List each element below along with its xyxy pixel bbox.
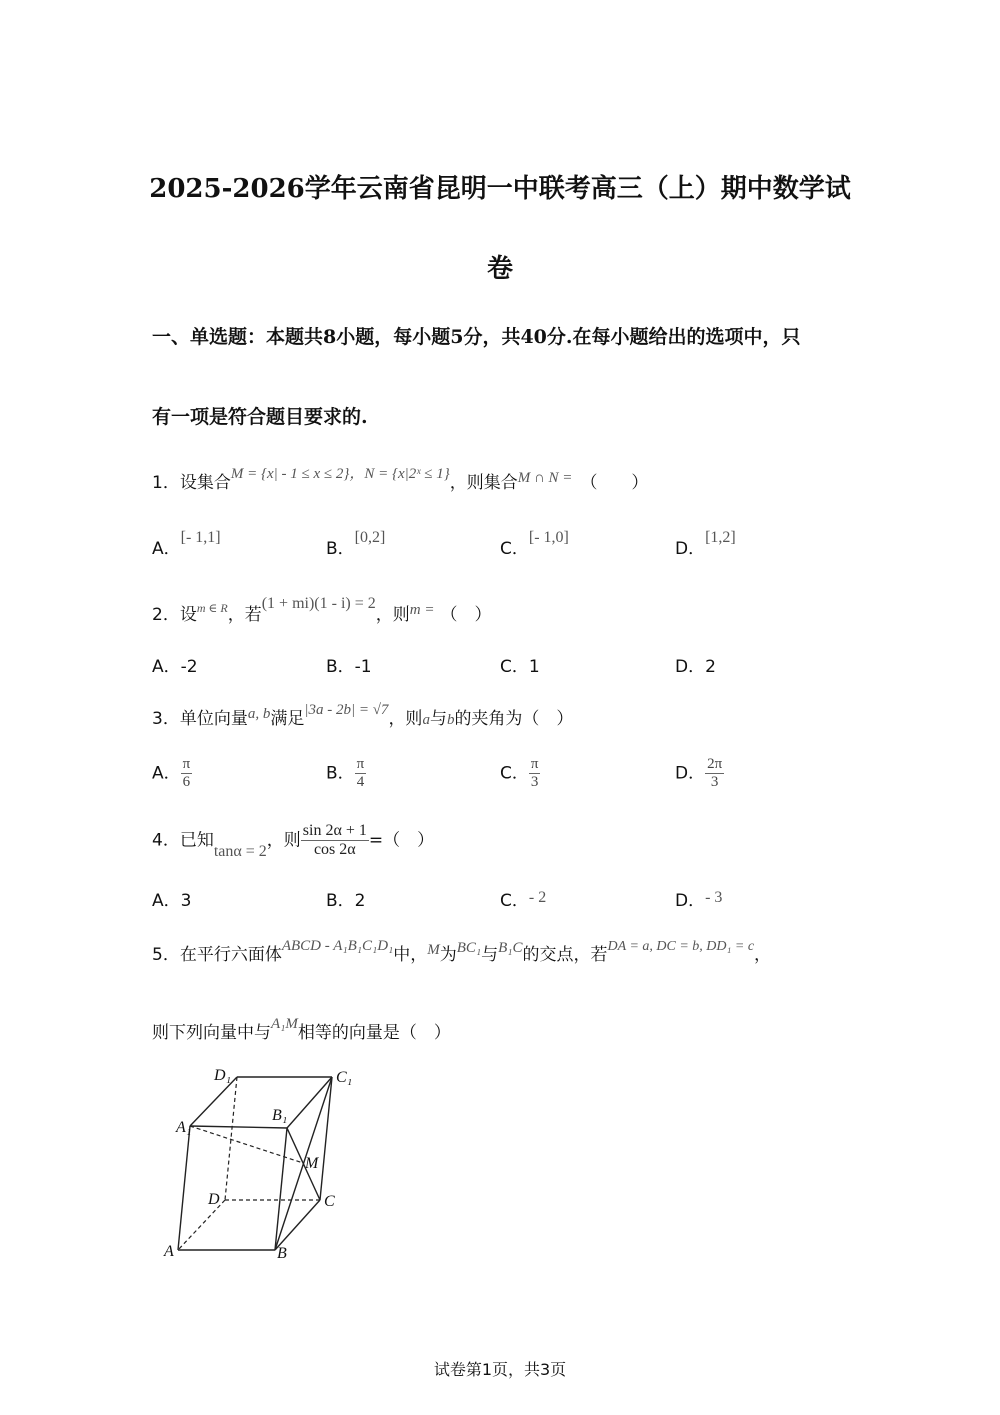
question-number: 5． xyxy=(152,945,180,965)
option-label: A． xyxy=(152,763,181,784)
math-expression: b xyxy=(446,712,455,728)
math-expression: m ∈ R xyxy=(196,601,228,615)
question-number: 2． xyxy=(152,605,180,625)
question-text: ，若 xyxy=(227,605,262,625)
option-value: - 3 xyxy=(705,889,723,906)
math-expression: DA = a, DC = b, DD₁ = c xyxy=(607,939,755,954)
math-expression: tanα = 2 xyxy=(213,842,267,860)
page-footer: 试卷第1页，共3页 xyxy=(433,1360,567,1379)
option-label: B． xyxy=(326,539,355,559)
fraction xyxy=(529,756,541,791)
option-value: 2 xyxy=(354,891,366,911)
option-value: -2 xyxy=(180,657,198,677)
question-text: 与 xyxy=(429,709,447,729)
question-text: ，则 xyxy=(375,605,410,625)
exam-title-line1: 2025-2026学年云南省昆明一中联考高三（上）期中数学试 xyxy=(149,174,851,204)
fraction-numerator: π xyxy=(182,756,191,772)
question-text: 满足 xyxy=(270,709,305,729)
option-2a xyxy=(152,652,198,677)
edge-bc xyxy=(275,1200,320,1250)
option-label: B． xyxy=(326,763,355,784)
option-label: B． xyxy=(326,657,355,677)
math-expression: ABCD - A₁B₁C₁D₁ xyxy=(281,938,394,954)
fraction-denominator: 3 xyxy=(530,774,539,790)
question-text: ，则集合 xyxy=(449,473,518,493)
option-value: [0,2] xyxy=(354,529,386,546)
answer-blank: =（ ） xyxy=(368,830,435,851)
math-expression: |3a - 2b| = √7 xyxy=(304,702,389,718)
option-label: C． xyxy=(500,539,529,559)
edge-c1b1 xyxy=(287,1077,332,1128)
math-expression: a xyxy=(422,712,430,728)
option-1a xyxy=(152,529,221,559)
question-text: 在平行六面体 xyxy=(179,945,282,965)
option-3d xyxy=(675,756,724,791)
option-3c xyxy=(500,756,540,791)
option-label: D． xyxy=(675,539,706,559)
question-5-line2 xyxy=(152,1018,451,1043)
option-3a xyxy=(152,756,192,791)
question-number: 4． xyxy=(152,830,180,851)
question-text: 相等的向量是（ ） xyxy=(297,1023,451,1043)
fraction xyxy=(355,756,367,791)
label-m: M xyxy=(305,1155,319,1172)
exam-title-line2: 卷 xyxy=(486,254,513,284)
edge-a1a xyxy=(178,1126,190,1250)
label-d1: D₁ xyxy=(214,1067,232,1084)
option-label: D． xyxy=(675,657,706,677)
fraction-denominator: 4 xyxy=(356,774,365,790)
label-c1: C₁ xyxy=(336,1069,353,1086)
option-label: A． xyxy=(152,657,181,677)
math-expression: a, b xyxy=(247,706,271,722)
math-expression: (1 + mi)(1 - i) = 2 xyxy=(261,595,376,612)
fraction xyxy=(181,756,193,791)
option-3b xyxy=(326,756,366,791)
option-4a xyxy=(152,886,191,911)
fraction xyxy=(705,756,724,791)
fraction-denominator: cos 2α xyxy=(313,841,356,858)
question-number: 1． xyxy=(152,473,180,493)
fraction-numerator: π xyxy=(530,756,539,772)
option-label: C． xyxy=(500,891,529,911)
option-value: - 2 xyxy=(528,889,547,906)
option-2d xyxy=(675,652,716,677)
question-text: 的交点，若 xyxy=(522,945,608,965)
question-text: ，则 xyxy=(388,709,423,729)
question-text: 设集合 xyxy=(179,473,231,493)
question-3 xyxy=(152,704,573,729)
math-expression: B₁C xyxy=(498,940,523,956)
label-b1: B₁ xyxy=(272,1107,288,1124)
math-expression: m = xyxy=(409,602,435,618)
answer-blank: （ ） xyxy=(580,473,649,493)
option-4b xyxy=(326,886,366,911)
section-heading-line2: 有一项是符合题目要求的. xyxy=(152,406,368,428)
option-label: D． xyxy=(675,763,706,784)
option-label: C． xyxy=(500,657,529,677)
section-heading-line1: 一、单选题：本题共8小题，每小题5分，共40分.在每小题给出的选项中，只 xyxy=(152,326,801,348)
question-text: 单位向量 xyxy=(179,709,248,729)
option-label: B． xyxy=(326,891,355,911)
parallelepiped-figure xyxy=(160,1060,370,1270)
question-text: 为 xyxy=(439,945,457,965)
option-1d xyxy=(675,529,736,559)
option-label: C． xyxy=(500,763,529,784)
option-2b xyxy=(326,652,372,677)
question-number: 3． xyxy=(152,709,180,729)
question-5 xyxy=(152,940,771,965)
question-text: 中， xyxy=(393,945,428,965)
option-4d xyxy=(675,886,722,911)
question-text: ，则 xyxy=(266,830,301,851)
option-value: [- 1,1] xyxy=(180,529,221,546)
fraction-denominator: 6 xyxy=(182,774,191,790)
option-2c xyxy=(500,652,540,677)
label-c: C xyxy=(324,1193,335,1210)
option-label: A． xyxy=(152,539,181,559)
math-expression: M = {x| - 1 ≤ x ≤ 2}，N = {x|2ˣ ≤ 1} xyxy=(230,466,450,482)
option-1c xyxy=(500,529,569,559)
option-value: 3 xyxy=(180,891,192,911)
math-expression: A₁M xyxy=(271,1016,298,1032)
option-label: D． xyxy=(675,891,706,911)
fraction-numerator: 2π xyxy=(707,756,723,772)
edge-a1d1 xyxy=(190,1077,237,1126)
math-expression: M ∩ N = xyxy=(517,470,573,486)
label-b: B xyxy=(277,1245,287,1262)
question-1 xyxy=(152,468,648,493)
question-2 xyxy=(152,595,492,625)
question-text: 设 xyxy=(179,605,197,625)
option-value: 2 xyxy=(705,657,716,677)
answer-blank: （ ） xyxy=(440,605,492,625)
math-expression: BC₁ xyxy=(456,940,482,956)
question-text: 与 xyxy=(481,945,499,965)
option-1b xyxy=(326,529,386,559)
fraction-denominator: 3 xyxy=(710,774,719,790)
question-text: ， xyxy=(754,945,772,965)
label-a1: A₁ xyxy=(176,1119,192,1136)
label-a: A xyxy=(164,1243,174,1260)
math-expression: M xyxy=(427,942,440,958)
option-value: 1 xyxy=(528,657,540,677)
fraction-numerator: sin 2α + 1 xyxy=(302,822,367,839)
option-value: [- 1,0] xyxy=(528,529,569,546)
option-4c xyxy=(500,886,546,911)
question-text: 已知 xyxy=(179,830,214,851)
option-value: [1,2] xyxy=(705,529,736,546)
fraction xyxy=(301,822,369,859)
label-d: D xyxy=(208,1191,220,1208)
question-text: 则下列向量中与 xyxy=(152,1023,271,1043)
question-4 xyxy=(152,822,434,859)
option-label: A． xyxy=(152,891,181,911)
edge-a1b1 xyxy=(190,1126,287,1128)
option-value: -1 xyxy=(354,657,372,677)
fraction-numerator: π xyxy=(356,756,365,772)
question-text: 的夹角为（ ） xyxy=(454,709,574,729)
